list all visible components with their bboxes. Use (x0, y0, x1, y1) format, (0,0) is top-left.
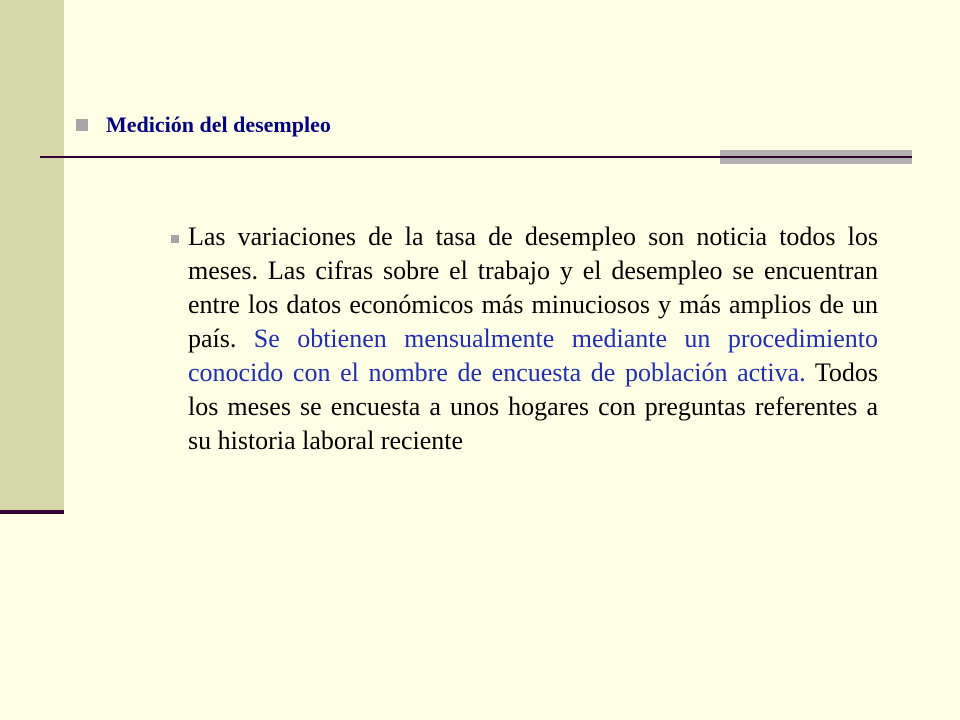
title-row (76, 112, 331, 138)
slide-title: Medición del desempleo (106, 112, 331, 137)
square-bullet-icon (76, 119, 88, 131)
body-text-part3: Todos los meses se encuesta a unos hogares con preguntas referentes a su historia laboral reciente (188, 358, 878, 455)
square-bullet-icon (171, 235, 179, 243)
body-text-part1: Las variaciones de la tasa de desempleo son noticia todos los meses. Las cifras sobre el trabajo y el desempleo se encuentran entre los datos económicos más minuciosos y más amplios de un país. (188, 222, 878, 353)
body-text-highlight: Se obtienen mensualmente mediante un procedimiento conocido con el nombre de encuesta de población activa. (188, 324, 878, 387)
left-decorative-band (0, 0, 64, 512)
title-divider-accent-line (720, 156, 912, 158)
slide-body-text (188, 220, 878, 458)
left-band-underline (0, 510, 64, 514)
